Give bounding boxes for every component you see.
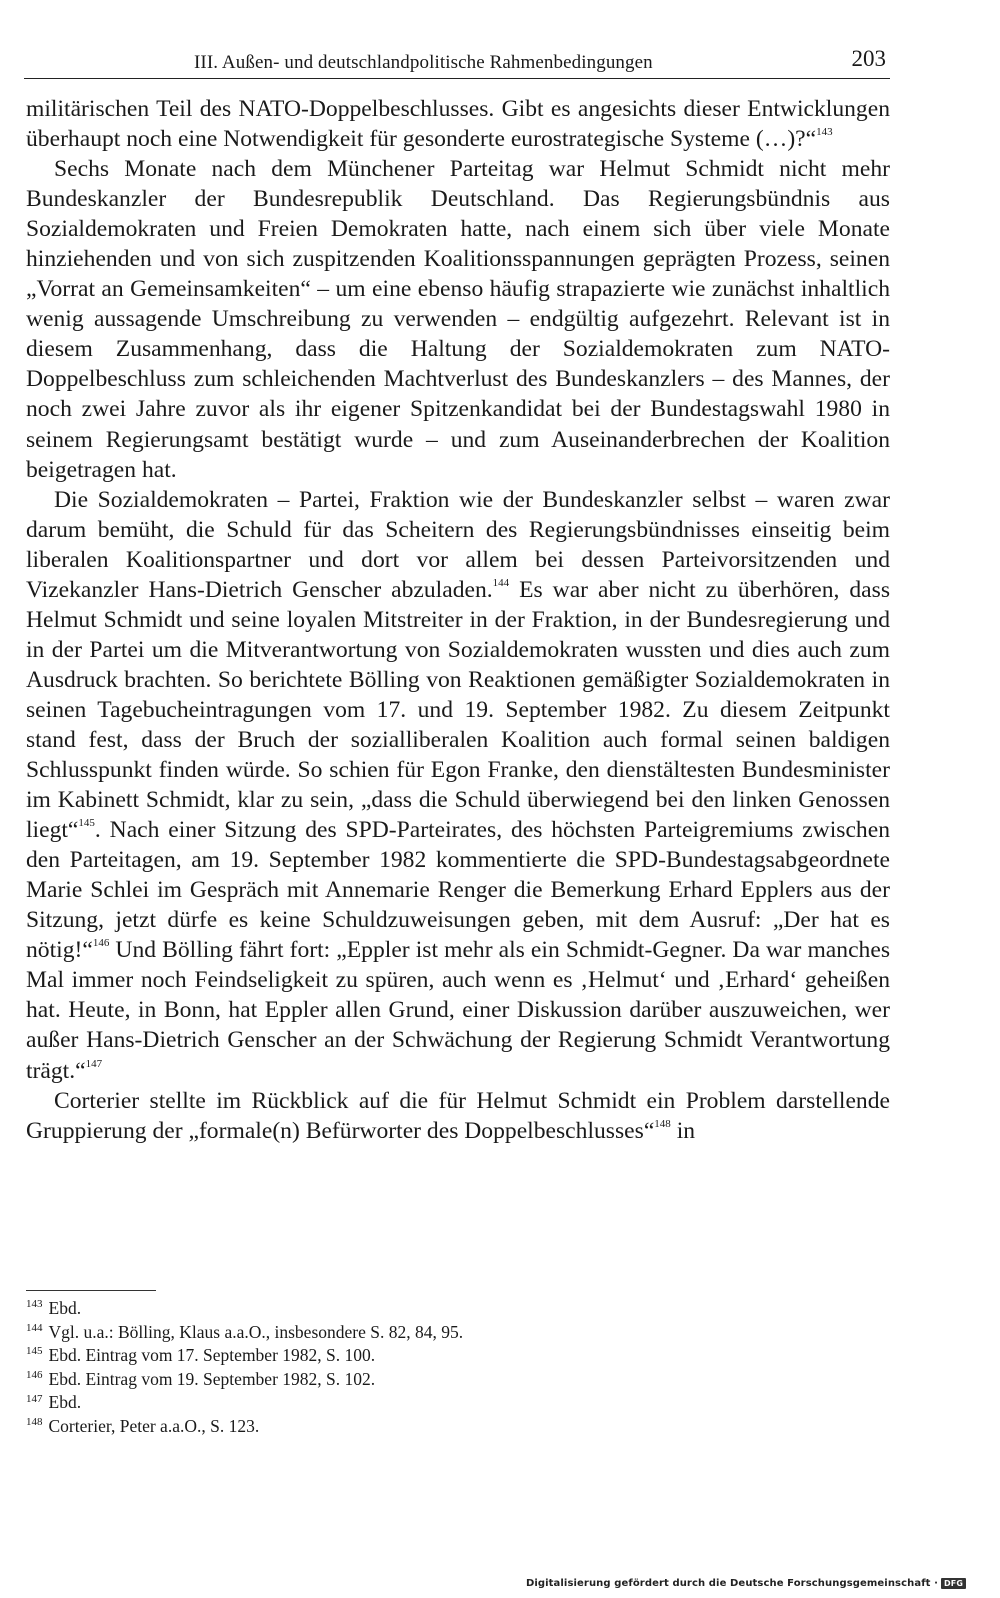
footnote-reference: 147 — [85, 1057, 103, 1070]
text-segment: in — [670, 1117, 696, 1144]
body-paragraph — [26, 154, 890, 485]
footnote — [26, 1344, 786, 1368]
footnote-text: Ebd. — [48, 1392, 82, 1413]
footnote-number: 143 — [26, 1298, 43, 1311]
body-paragraph — [26, 485, 890, 1086]
footnote-reference: 145 — [78, 817, 95, 830]
text-segment: Die Sozialdemokraten – Partei, Fraktion wie der Bundeskanzler selbst – waren zwar darum bemüht, die Schuld für das Scheitern des Regierungsbündnisses einseitig beim liberalen Koalitionspartner und dort vor allem bei dessen Parteivorsitzenden und Vizekanzler Hans-Dietrich Genscher abzuladen. — [26, 486, 890, 603]
running-header — [24, 44, 890, 79]
body-paragraph — [26, 94, 890, 154]
text-segment: . Nach einer Sitzung des SPD-Parteirates, des höchsten Parteigremiums zwischen den Parteitagen, am 19. September 1982 kommentierte die SPD-Bundestagsabgeordnete Marie Schlei im Gespräch mit Annemarie Renger die Bemerkung Erhard Epplers aus der Sitzung, jetzt dürfe es keine Schuldzuweisungen geben, mit dem Ausruf: „Der hat es nötig!“ — [26, 817, 890, 964]
footnote-text: Ebd. Eintrag vom 19. September 1982, S. 102. — [48, 1368, 376, 1389]
digitization-credit-text: Digitalisierung gefördert durch die Deutsche Forschungsgemeinschaft · — [525, 1578, 939, 1589]
body-text — [26, 94, 890, 1146]
footnote — [26, 1415, 786, 1439]
footnote-number: 148 — [26, 1416, 43, 1429]
footnote-number: 147 — [26, 1392, 43, 1405]
body-paragraph — [26, 1086, 890, 1146]
footnotes — [26, 1297, 786, 1439]
footnote-number: 146 — [26, 1368, 43, 1381]
text-segment: Es war aber nicht zu überhören, dass Helmut Schmidt und seine loyalen Mitstreiter in der Fraktion, in der Bundesregierung und in der Partei um die Mitverantwortung von Sozialdemokraten wussten und dies auch zum Ausdruck brachten. So berichtete Bölling von Reaktionen gemäßigter Sozialdemokraten in seinen Tagebucheintragungen vom 17. und 19. September 1982. Zu diesem Zeitpunkt stand fest, dass der Bruch der sozialliberalen Koalition auch formal seinen baldigen Schlusspunkt finden würde. So schien für Egon Franke, den dienstältesten Bundesminister im Kabinett Schmidt, klar zu sein, „dass die Schuld überwiegend bei den linken Genossen liegt“ — [26, 576, 890, 844]
footnote-number: 144 — [26, 1321, 43, 1334]
footnote-text: Ebd. — [48, 1298, 82, 1318]
footnote — [26, 1321, 786, 1345]
footnote-text: Ebd. Eintrag vom 17. September 1982, S. 100. — [48, 1345, 376, 1366]
text-segment: Corterier stellte im Rückblick auf die für Helmut Schmidt ein Problem darstellende Gruppierung der „formale(n) Befürworter des Doppelbeschlusses“ — [26, 1087, 890, 1144]
footnote — [26, 1368, 786, 1392]
text-segment: militärischen Teil des NATO-Doppelbeschlusses. Gibt es angesichts dieser Entwicklungen überhaupt noch eine Notwendigkeit für gesonderte eurostrategische Systeme (…)?“ — [26, 96, 890, 153]
footnote-reference: 146 — [92, 937, 110, 950]
footnote-text: Vgl. u.a.: Bölling, Klaus a.a.O., insbesondere S. 82, 84, 95. — [48, 1321, 464, 1342]
footnote-divider — [26, 1290, 156, 1291]
text-segment: Und Bölling fährt fort: „Eppler ist mehr als ein Schmidt-Gegner. Da war manches Mal immer noch Feindseligkeit zu spüren, auch wenn es ‚Helmut‘ und ‚Erhard‘ geheißen hat. Heute, in Bonn, hat Eppler allen Grund, einer Diskussion darüber auszuweichen, wer außer Hans-Dietrich Genscher an der Schwächung der Regierung Schmidt Verantwortung trägt.“ — [26, 937, 890, 1084]
footnote — [26, 1391, 786, 1415]
footnote — [26, 1297, 786, 1321]
footnote-text: Corterier, Peter a.a.O., S. 123. — [48, 1415, 260, 1436]
footnote-reference: 144 — [492, 576, 510, 589]
dfg-logo-icon: DFG — [941, 1578, 966, 1589]
running-header-title: III. Außen- und deutschlandpolitische Rahmenbedingungen — [194, 52, 653, 73]
footnote-reference: 143 — [816, 126, 833, 139]
text-segment: Sechs Monate nach dem Münchener Parteitag war Helmut Schmidt nicht mehr Bundeskanzler der Bundesrepublik Deutschland. Das Regierungsbündnis aus Sozialdemokraten und Freien Demokraten hatte, nach einem sich über viele Monate hinziehenden und von sich zuspitzenden Koalitionsspannungen geprägten Prozess, seinen „Vorrat an Gemeinsamkeiten“ – um eine ebenso häufig strapazierte wie zunächst inhaltlich wenig aussagende Umschreibung zu verwenden – endgültig aufgezehrt. Relevant ist in diesem Zusammenhang, dass die Haltung der Sozialdemokraten zum NATO-Doppelbeschluss zum schleichenden Machtverlust des Bundeskanzlers – des Mannes, der noch zwei Jahre zuvor als ihr eigener Spitzenkandidat bei der Bundestagswahl 1980 in seinem Regierungsamt bestätigt wurde – und zum Auseinanderbrechen der Koalition beigetragen hat. — [26, 156, 890, 483]
footnote-number: 145 — [26, 1345, 43, 1358]
page-number: 203 — [851, 46, 886, 71]
digitization-credit — [526, 1578, 966, 1589]
footnote-reference: 148 — [654, 1117, 671, 1130]
